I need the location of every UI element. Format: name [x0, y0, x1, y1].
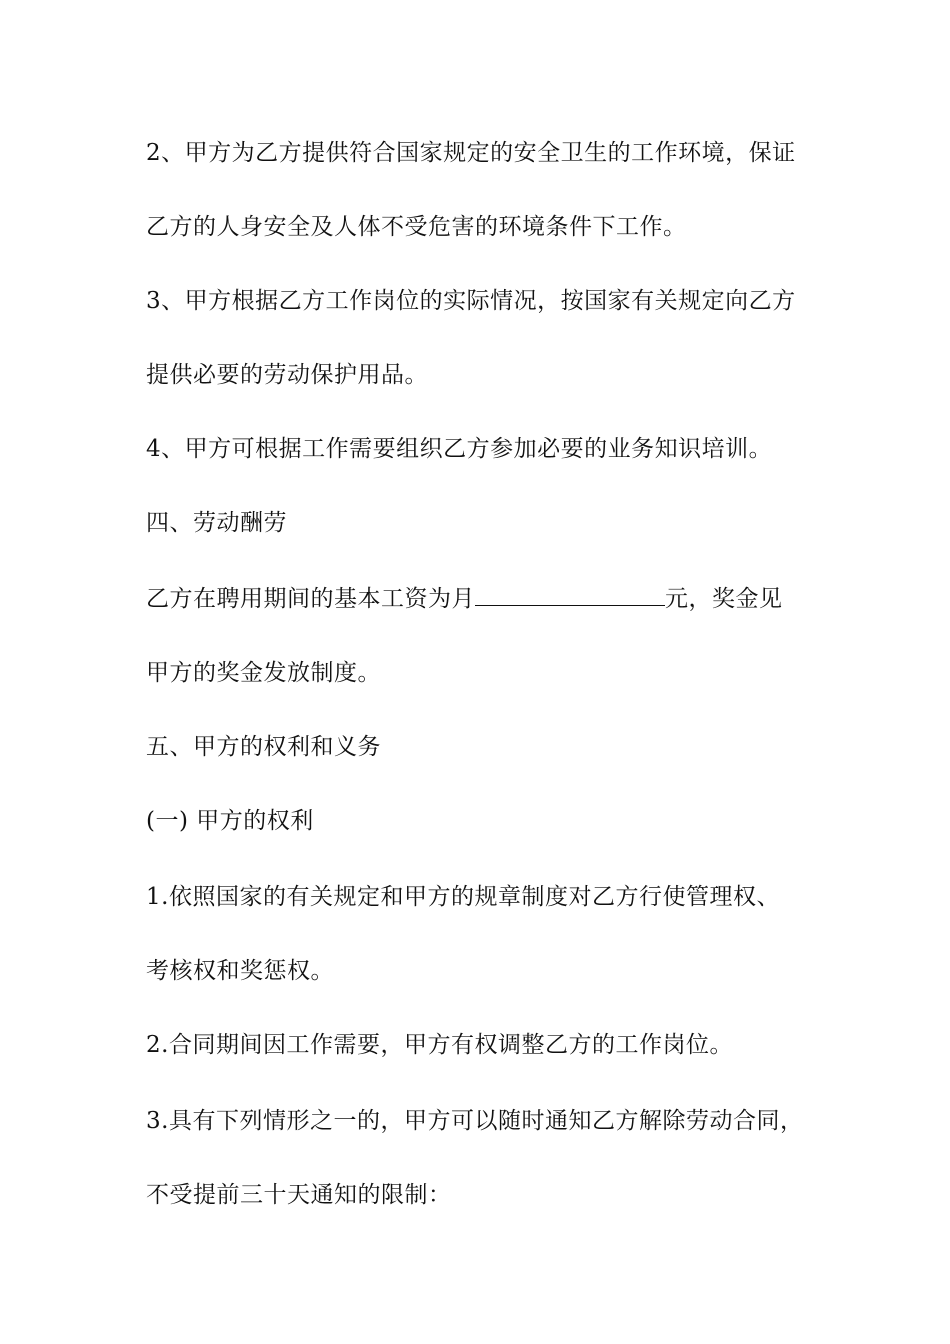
subsection-1-heading: (一) 甲方的权利: [146, 808, 314, 834]
right-1-line-2: 考核权和奖惩权。: [146, 958, 334, 984]
clause-2-line-2: 乙方的人身安全及人体不受危害的环境条件下工作。: [146, 214, 687, 240]
salary-line: [146, 583, 826, 615]
clause-4-line: 4、甲方可根据工作需要组织乙方参加必要的业务知识培训。: [146, 436, 773, 462]
right-2-line: 2.合同期间因工作需要，甲方有权调整乙方的工作岗位。: [146, 1032, 733, 1058]
salary-text-before-blank: 乙方在聘用期间的基本工资为月: [146, 586, 475, 612]
right-1-line-1: 1.依照国家的有关规定和甲方的规章制度对乙方行使管理权、: [146, 884, 780, 910]
salary-amount-blank: [475, 585, 665, 606]
clause-3-line-2: 提供必要的劳动保护用品。: [146, 362, 428, 388]
right-3-line-2: 不受提前三十天通知的限制：: [146, 1182, 452, 1208]
bonus-line: 甲方的奖金发放制度。: [146, 660, 381, 686]
salary-text-after-blank: 元，奖金见: [665, 586, 783, 612]
section-5-heading: 五、甲方的权利和义务: [146, 734, 381, 760]
clause-2-line-1: 2、甲方为乙方提供符合国家规定的安全卫生的工作环境，保证: [146, 140, 796, 166]
section-4-heading: 四、劳动酬劳: [146, 510, 287, 536]
right-3-line-1: 3.具有下列情形之一的，甲方可以随时通知乙方解除劳动合同，: [146, 1108, 804, 1134]
clause-3-line-1: 3、甲方根据乙方工作岗位的实际情况，按国家有关规定向乙方: [146, 288, 796, 314]
